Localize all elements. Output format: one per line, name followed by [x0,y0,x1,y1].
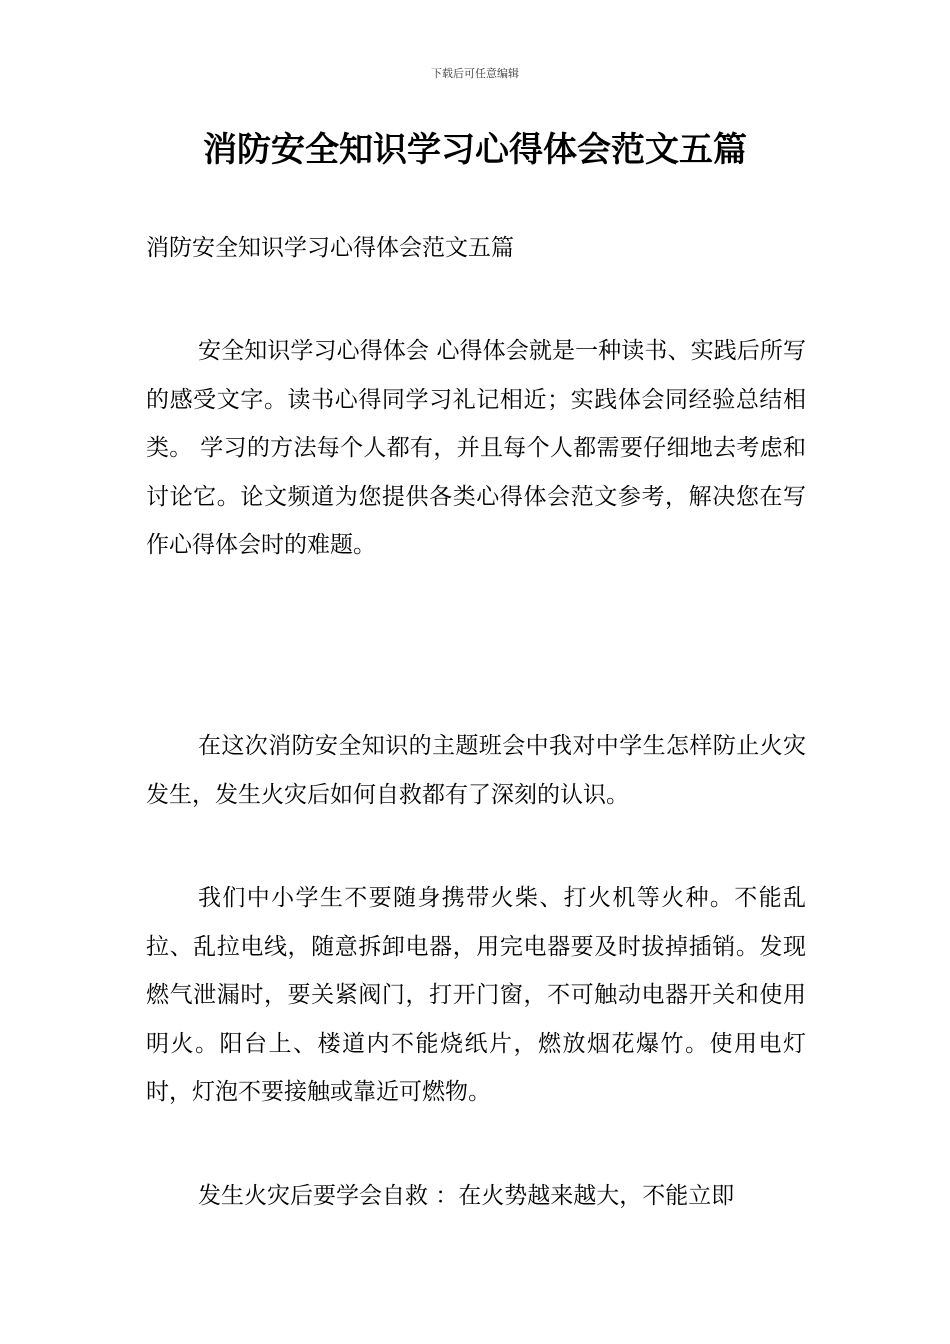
paragraph-prevention: 我们中小学生不要随身携带火柴、打火机等火种。不能乱拉、乱拉电线，随意拆卸电器，用完电器要及时拔掉插销。发现燃气泄漏时，要关紧阀门，打开门窗，不可触动电器开关和使用明火。阳台上、楼道内不能烧纸片，燃放烟花爆竹。使用电灯时，灯泡不要接触或靠近可燃物。 [146,885,806,1105]
paragraph-self-rescue: 发生火灾后要学会自救 ：在火势越来越大，不能立即 [198,1183,735,1209]
document-title: 消防安全知识学习心得体会范文五篇 [203,130,747,170]
document-subtitle: 消防安全知识学习心得体会范文五篇 [146,235,514,261]
paragraph-intro: 安全知识学习心得体会 心得体会就是一种读书、实践后所写的感受文字。读书心得同学习礼记相近；实践体会同经验总结相类。 学习的方法每个人都有，并且每个人都需要仔细地去考虑和讨论它。论文频道为您提供各类心得体会范文参考，解决您在写作心得体会时的难题。 [146,338,806,558]
paragraph-class-meeting: 在这次消防安全知识的主题班会中我对中学生怎样防止火灾发生，发生火灾后如何自救都有了深刻的认识。 [146,733,806,808]
header-note: 下载后可任意编辑 [431,67,519,80]
